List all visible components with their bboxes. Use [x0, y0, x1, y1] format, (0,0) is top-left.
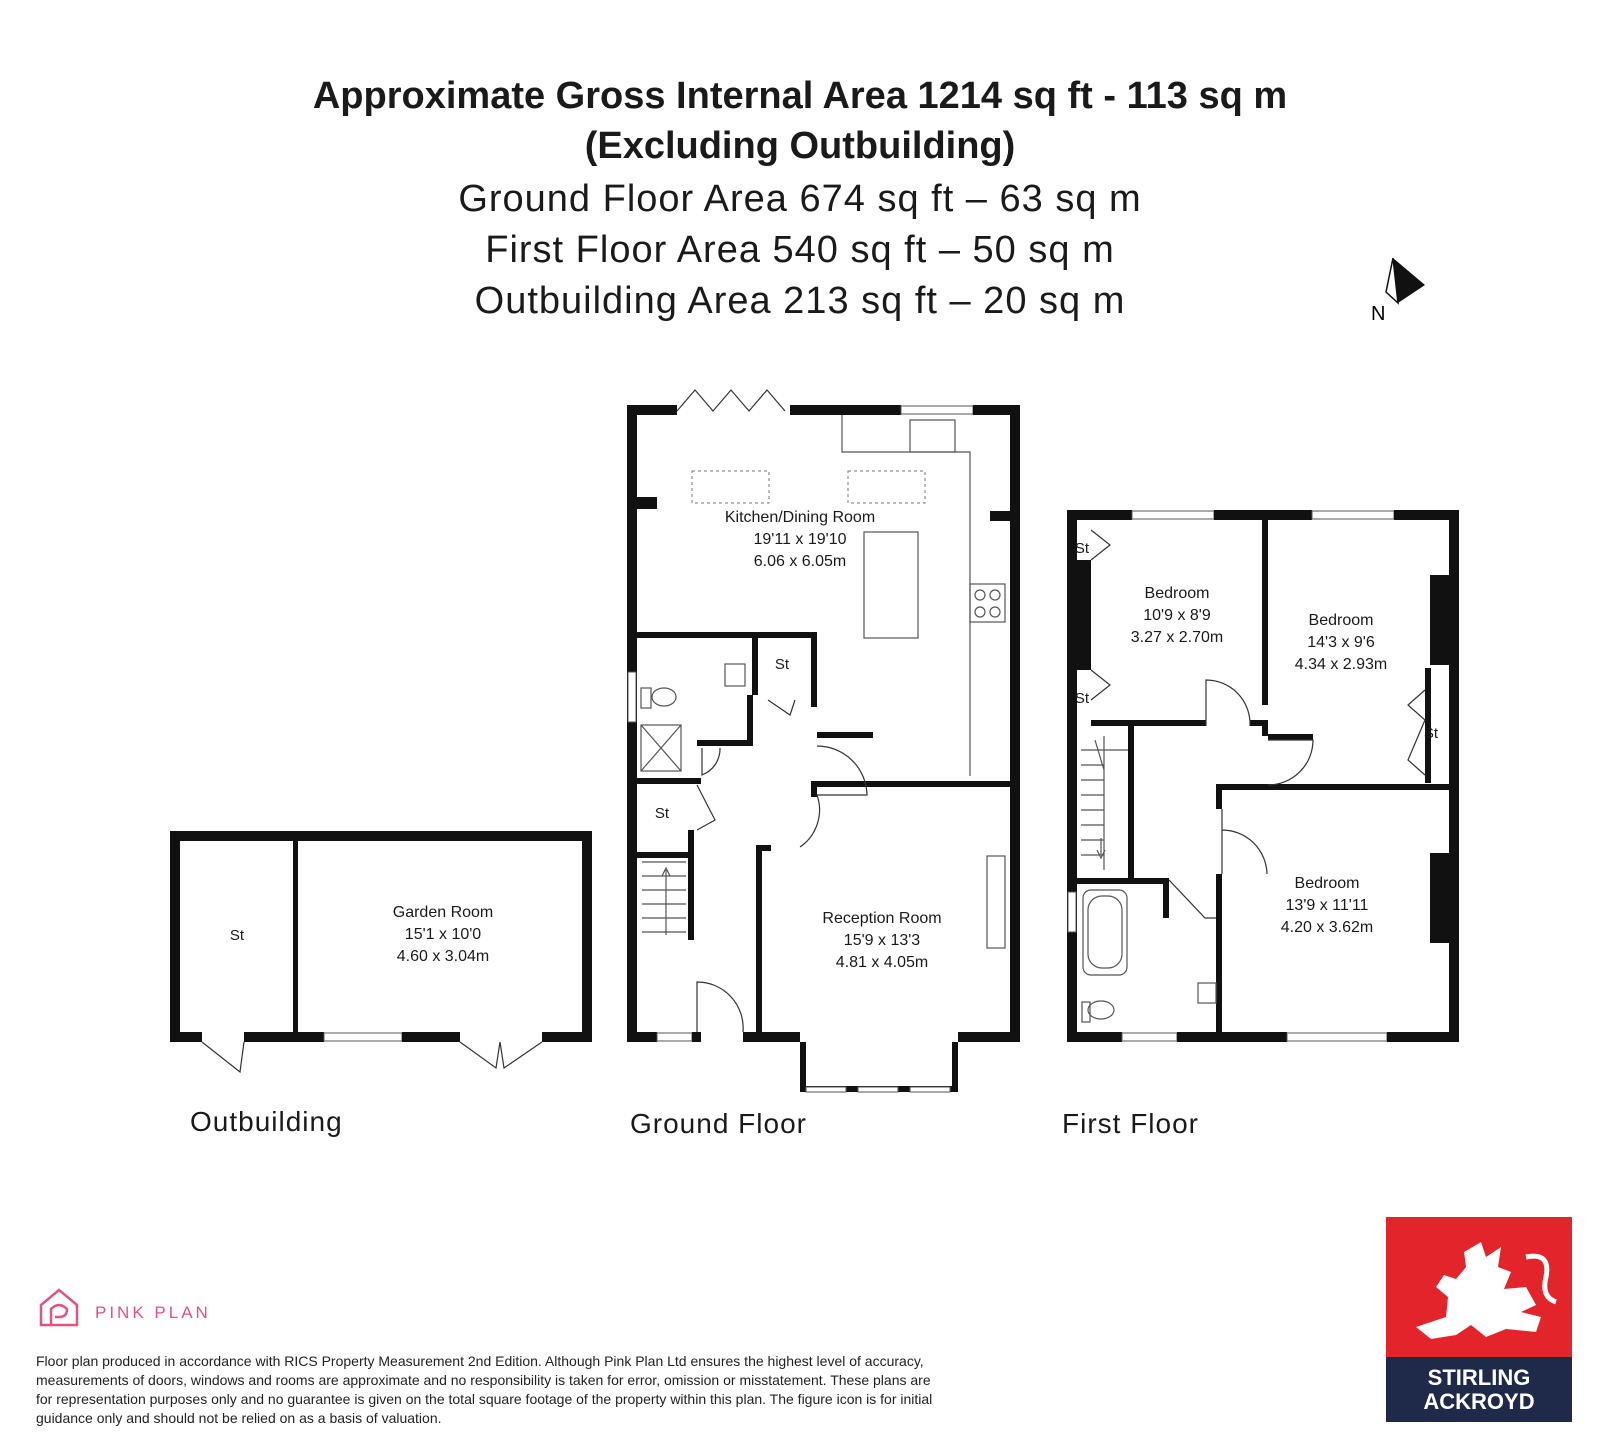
- storage-label: St: [1074, 690, 1090, 707]
- outbuilding-plan: [170, 831, 592, 1072]
- stirling-ackroyd-logo: [1386, 1217, 1572, 1422]
- kitchen-dining-metric: 6.06 x 6.05m: [753, 553, 847, 570]
- ground-floor-plan: [627, 390, 1020, 1092]
- first-floor-label: First Floor: [1062, 1108, 1199, 1139]
- ground-floor-area: Ground Floor Area 674 sq ft – 63 sq m: [458, 178, 1142, 220]
- reception-room-name: Reception Room: [822, 910, 942, 927]
- bedroom-2-metric: 4.34 x 2.93m: [1294, 656, 1388, 673]
- bedroom-3-imperial: 13'9 x 11'11: [1285, 897, 1369, 914]
- kitchen-dining-imperial: 19'11 x 19'10: [753, 531, 847, 548]
- garden-room-imperial: 15'1 x 10'0: [404, 926, 482, 943]
- first-floor-plan: [1067, 510, 1459, 1042]
- reception-room-imperial: 15'9 x 13'3: [843, 932, 921, 949]
- garden-room-metric: 4.60 x 3.04m: [396, 948, 490, 965]
- storage-label: St: [229, 927, 245, 944]
- bedroom-1-imperial: 10'9 x 8'9: [1143, 607, 1211, 624]
- compass-icon: [1371, 258, 1425, 325]
- first-floor-area: First Floor Area 540 sq ft – 50 sq m: [485, 229, 1115, 271]
- bedroom-2-name: Bedroom: [1308, 612, 1374, 629]
- ackroyd-wordmark: ACKROYD: [1423, 1389, 1535, 1414]
- kitchen-dining-name: Kitchen/Dining Room: [724, 509, 876, 526]
- reception-room-metric: 4.81 x 4.05m: [835, 954, 929, 971]
- disclaimer-text: Floor plan produced in accordance with RICS Property Measurement 2nd Edition. Although Pink Plan Ltd ensures the highest level of accuracy, measurements of doors, windows and rooms are approximate and no responsibility is taken for error, omission or misstatement. These plans are for representation purposes only and no guarantee is given on the total square footage of the property within this plan. The figure icon is for initial guidance only and should not be relied on as a basis of valuation.: [36, 1353, 933, 1426]
- griffin-icon: [1386, 1217, 1572, 1357]
- garden-room-name: Garden Room: [392, 904, 494, 921]
- bedroom-1-metric: 3.27 x 2.70m: [1130, 629, 1224, 646]
- pink-plan-brand: PINK PLAN: [95, 1303, 211, 1322]
- bedroom-1-name: Bedroom: [1144, 585, 1210, 602]
- bedroom-3-name: Bedroom: [1294, 875, 1360, 892]
- title-line-1: Approximate Gross Internal Area 1214 sq ft - 113 sq m: [312, 75, 1288, 117]
- ground-floor-label: Ground Floor: [630, 1108, 807, 1139]
- storage-label: St: [774, 656, 790, 673]
- pink-plan-logo-icon: [37, 1287, 81, 1329]
- storage-label: St: [654, 805, 670, 822]
- outbuilding-label: Outbuilding: [190, 1106, 343, 1137]
- storage-label: St: [1074, 540, 1090, 557]
- compass-label: N: [1371, 303, 1386, 325]
- storage-label: St: [1423, 725, 1439, 742]
- stirling-wordmark: STIRLING: [1427, 1365, 1531, 1390]
- title-line-2: (Excluding Outbuilding): [584, 125, 1016, 167]
- bedroom-3-metric: 4.20 x 3.62m: [1280, 919, 1374, 936]
- outbuilding-area: Outbuilding Area 213 sq ft – 20 sq m: [474, 280, 1126, 322]
- bedroom-2-imperial: 14'3 x 9'6: [1307, 634, 1375, 651]
